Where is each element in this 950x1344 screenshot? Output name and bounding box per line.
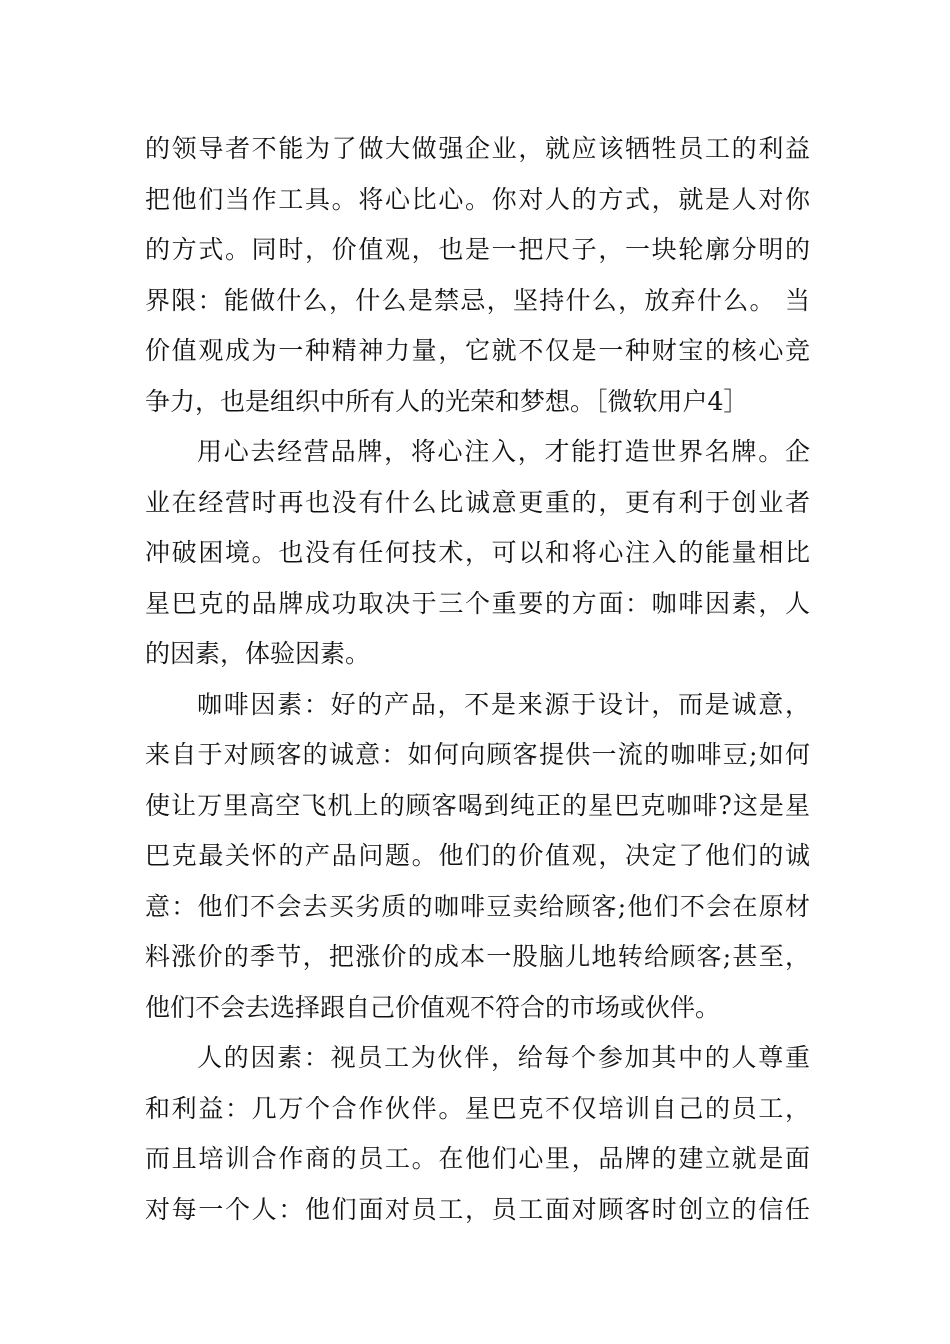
text-line: 冲破困境。也没有任何技术，可以和将心注入的能量相比 xyxy=(145,538,810,567)
text-line: 星巴克的品牌成功取决于三个重要的方面：咖啡因素，人 xyxy=(145,588,810,618)
paragraph-start-line: 咖啡因素：好的产品，不是来源于设计，而是诚意， xyxy=(197,689,810,719)
text-line: 对每一个人：他们面对员工，员工面对顾客时创立的信任 xyxy=(145,1194,810,1224)
text-line: 巴克最关怀的产品问题。他们的价值观，决定了他们的诚 xyxy=(145,841,810,870)
text-line: 把他们当作工具。将心比心。你对人的方式，就是人对你 xyxy=(145,184,810,214)
text-line: 价值观成为一种精神力量，它就不仅是一种财宝的核心竞 xyxy=(145,336,810,365)
text-line: 的因素，体验因素。 xyxy=(145,639,371,668)
text-line: 使让万里高空飞机上的顾客喝到纯正的星巴克咖啡?这是星 xyxy=(145,790,810,820)
text-line: 意：他们不会去买劣质的咖啡豆卖给顾客;他们不会在原材 xyxy=(145,891,810,921)
text-line: 来自于对顾客的诚意：如何向顾客提供一流的咖啡豆;如何 xyxy=(145,740,810,769)
text-line: 的领导者不能为了做大做强企业，就应该牺牲员工的利益 xyxy=(145,134,810,163)
text-line: 料涨价的季节，把涨价的成本一股脑儿地转给顾客;甚至， xyxy=(145,942,810,971)
text-line: 争力，也是组织中所有人的光荣和梦想。［微软用户4］ xyxy=(145,386,749,416)
paragraph-start-line: 用心去经营品牌，将心注入，才能打造世界名牌。企 xyxy=(197,437,810,466)
text-line: 和利益：几万个合作伙伴。星巴克不仅培训自己的员工， xyxy=(145,1093,810,1123)
paragraph-start-line: 人的因素：视员工为伙伴，给每个参加其中的人尊重 xyxy=(197,1043,810,1072)
body-text xyxy=(145,124,810,1235)
text-line: 他们不会去选择跟自己价值观不符合的市场或伙伴。 xyxy=(145,992,721,1022)
text-line: 界限：能做什么，什么是禁忌，坚持什么，放弃什么。 当 xyxy=(145,285,810,315)
text-line: 业在经营时再也没有什么比诚意更重的，更有利于创业者 xyxy=(145,487,810,517)
text-line: 而且培训合作商的员工。在他们心里，品牌的建立就是面 xyxy=(145,1144,810,1173)
text-line: 的方式。同时，价值观，也是一把尺子，一块轮廓分明的 xyxy=(145,235,810,264)
